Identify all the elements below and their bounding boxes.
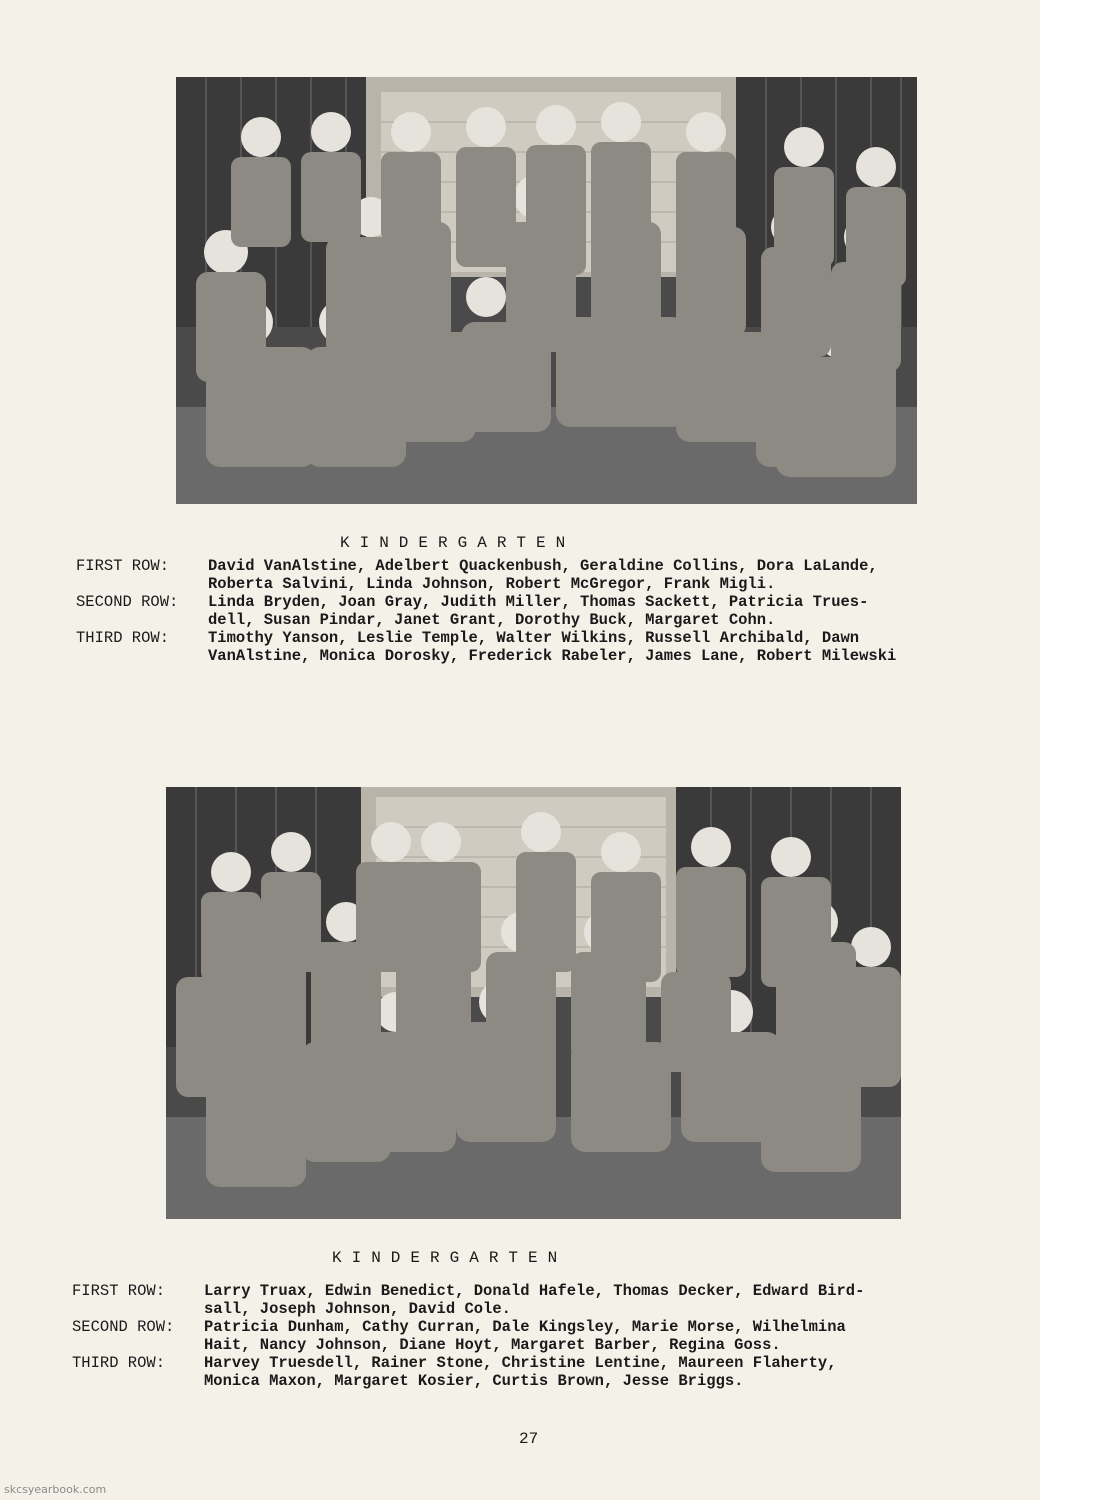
caption-row: [76, 629, 1036, 665]
caption-row: [72, 1318, 1002, 1354]
row-label: THIRD ROW:: [72, 1354, 166, 1372]
row-names: Patricia Dunham, Cathy Curran, Dale Kingsley, Marie Morse, Wilhelmina Hait, Nancy Johnson, Diane Hoyt, Margaret Barber, Regina Goss.: [204, 1318, 846, 1354]
caption-1: [76, 557, 1036, 665]
row-label: SECOND ROW:: [76, 593, 179, 611]
row-label: SECOND ROW:: [72, 1318, 175, 1336]
row-names: Larry Truax, Edwin Benedict, Donald Hafele, Thomas Decker, Edward Bird- sall, Joseph Johnson, David Cole.: [204, 1282, 865, 1318]
row-names: Harvey Truesdell, Rainer Stone, Christine Lentine, Maureen Flaherty, Monica Maxon, Margaret Kosier, Curtis Brown, Jesse Briggs.: [204, 1354, 837, 1390]
caption-row: [72, 1282, 1002, 1318]
caption-row: [72, 1354, 1002, 1390]
section-heading-1: KINDERGARTEN: [340, 534, 576, 552]
caption-row: [76, 593, 1036, 629]
section-heading-2: KINDERGARTEN: [332, 1249, 568, 1267]
page-number: 27: [519, 1430, 539, 1448]
row-label: FIRST ROW:: [72, 1282, 166, 1300]
row-names: David VanAlstine, Adelbert Quackenbush, Geraldine Collins, Dora LaLande, Roberta Salvini, Linda Johnson, Robert McGregor, Frank Migli.: [208, 557, 878, 593]
row-names: Linda Bryden, Joan Gray, Judith Miller, Thomas Sackett, Patricia Trues- dell, Susan Pindar, Janet Grant, Dorothy Buck, Margaret Cohn.: [208, 593, 869, 629]
row-names: Timothy Yanson, Leslie Temple, Walter Wilkins, Russell Archibald, Dawn VanAlstine, Monica Dorosky, Frederick Rabeler, James Lane, Robert Milewski: [208, 629, 897, 665]
class-photo-1: [176, 77, 917, 504]
watermark: skcsyearbook.com: [4, 1483, 107, 1496]
caption-row: [76, 557, 1036, 593]
row-label: THIRD ROW:: [76, 629, 170, 647]
row-label: FIRST ROW:: [76, 557, 170, 575]
caption-2: [72, 1282, 1002, 1390]
class-photo-2: [166, 787, 901, 1219]
